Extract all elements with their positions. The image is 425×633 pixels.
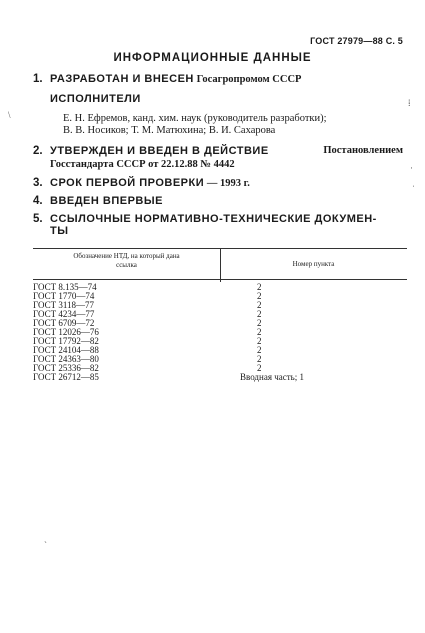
table-header-item: Номер пункта (292, 260, 335, 268)
table-header-document (33, 252, 220, 270)
section-1-line1: Е. Н. Ефремов, канд. хим. наук (руководитель разработки); (63, 113, 327, 124)
table-cell-item: 2 (257, 300, 262, 310)
table-cell-doc: ГОСТ 8.135—74 (33, 282, 97, 292)
table-row (33, 373, 407, 382)
section-2-line2: Госстандарта СССР от 22.12.88 № 4442 (50, 159, 235, 170)
table-cell-item: Вводная часть; 1 (240, 372, 305, 382)
scan-mark: ˈ (412, 184, 415, 194)
table-cell-item: 2 (257, 291, 262, 301)
document-reference: ГОСТ 27979—88 С. 5 (310, 36, 403, 46)
section-3-heading: СРОК ПЕРВОЙ ПРОВЕРКИ (50, 177, 205, 189)
table-cell-doc: ГОСТ 3118—77 (33, 300, 95, 310)
section-5-number: 5. (33, 213, 43, 225)
table-cell-item: 2 (257, 345, 262, 355)
table-cell-item: 2 (257, 282, 262, 292)
scan-mark: \ (8, 110, 11, 120)
table-cell-doc: ГОСТ 26712—85 (33, 372, 99, 382)
scan-mark: ⁞ (408, 98, 411, 108)
table-cell-doc: ГОСТ 4234—77 (33, 309, 95, 319)
table-body (33, 283, 407, 382)
section-1-subheading: ИСПОЛНИТЕЛИ (50, 93, 141, 105)
section-4-number: 4. (33, 195, 43, 207)
section-2 (33, 144, 403, 158)
section-5 (33, 212, 403, 237)
table-cell-doc: ГОСТ 12026—76 (33, 327, 99, 337)
table-cell-item: 2 (257, 318, 262, 328)
section-3-number: 3. (33, 177, 43, 189)
table-cell-item: 2 (257, 354, 262, 364)
table-cell-doc: ГОСТ 1770—74 (33, 291, 95, 301)
table-cell-item: 2 (257, 336, 262, 346)
section-3 (33, 176, 403, 191)
section-3-text: — 1993 г. (206, 178, 250, 189)
section-5-heading-line2: ТЫ (50, 225, 69, 237)
section-1-text: Госагропромом СССР (196, 74, 302, 85)
section-4-heading: ВВЕДЕН ВПЕРВЫЕ (50, 195, 163, 207)
section-2-text: Постановлением (323, 145, 403, 156)
table-cell-item: 2 (257, 327, 262, 337)
table-header-document-line1: Обозначение НТД, на который дана (73, 252, 180, 260)
table-cell-doc: ГОСТ 25336—82 (33, 363, 99, 373)
table-header-rule (33, 279, 407, 280)
table-cell-item: 2 (257, 309, 262, 319)
table-cell-doc: ГОСТ 24363—80 (33, 354, 99, 364)
scan-mark: ˋ (44, 540, 47, 550)
table-cell-item: 2 (257, 363, 262, 373)
page-title: ИНФОРМАЦИОННЫЕ ДАННЫЕ (113, 52, 312, 64)
section-4 (33, 194, 403, 208)
section-1-heading: РАЗРАБОТАН И ВНЕСЕН (50, 73, 194, 85)
table-cell-doc: ГОСТ 17792—82 (33, 336, 99, 346)
section-1-line2: В. В. Носиков; Т. М. Матюхина; В. И. Сахарова (63, 125, 276, 136)
table-cell-doc: ГОСТ 6709—72 (33, 318, 95, 328)
section-2-number: 2. (33, 145, 43, 157)
scan-mark: · (410, 163, 413, 173)
section-1-number: 1. (33, 73, 43, 85)
section-2-heading: УТВЕРЖДЕН И ВВЕДЕН В ДЕЙСТВИЕ (50, 145, 269, 157)
table-cell-doc: ГОСТ 24104—88 (33, 345, 99, 355)
section-5-heading-line1: ССЫЛОЧНЫЕ НОРМАТИВНО-ТЕХНИЧЕСКИЕ ДОКУМЕН- (50, 213, 377, 225)
section-1-sub (33, 92, 403, 106)
table-header-document-line2: ссылка (116, 261, 137, 269)
section-1 (33, 72, 403, 87)
section-2-line2-wrap (33, 157, 403, 172)
